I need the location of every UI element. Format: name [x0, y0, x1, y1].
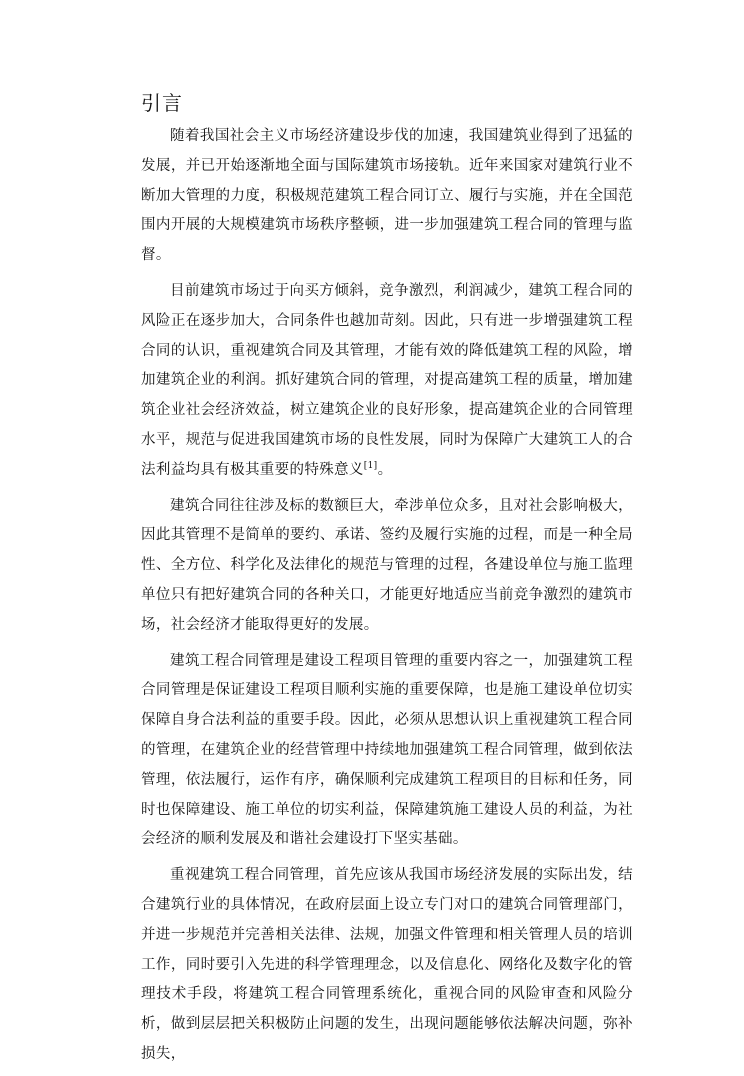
section-heading: 引言	[141, 91, 183, 115]
document-body	[141, 86, 633, 1076]
paragraph-1-text: 随着我国社会主义市场经济建设步伐的加速，我国建筑业得到了迅猛的发展，并已开始逐渐地全面与国际建筑市场接轨。近年来国家对建筑行业不断加大管理的力度，积极规范建筑工程合同订立、履行与实施，并在全国范围内开展的大规模建筑市场秩序整顿，进一步加强建筑工程合同的管理与监督。	[141, 128, 633, 264]
citation-reference[interactable]: [1]	[363, 460, 378, 471]
paragraph-2-text: 目前建筑市场过于向买方倾斜，竞争激烈，利润减少，建筑工程合同的风险正在逐步加大，合同条件也越加苛刻。因此，只有进一步增强建筑工程合同的认识，重视建筑合同及其管理，才能有效的降低建筑工程的风险，增加建筑企业的利润。抓好建筑合同的管理，对提高建筑工程的质量，增加建筑企业社会经济效益，树立建筑企业的良好形象，提高建筑企业的合同管理水平，规范与促进我国建筑市场的良性发展，同时为保障广大建筑工人的合法利益均具有极其重要的特殊意义	[141, 282, 633, 478]
paragraph-3-text: 建筑合同往往涉及标的数额巨大，牵涉单位众多，且对社会影响极大，因此其管理不是简单的要约、承诺、签约及履行实施的过程，而是一种全局性、全方位、科学化及法律化的规范与管理的过程，各建设单位与施工监理单位只有把好建筑合同的各种关口，才能更好地适应当前竞争激烈的建筑市场，社会经济才能取得更好的发展。	[141, 497, 633, 633]
paragraph-5-text: 重视建筑工程合同管理，首先应该从我国市场经济发展的实际出发，结合建筑行业的具体情况，在政府层面上设立专门对口的建筑合同管理部门，并进一步规范并完善相关法律、法规，加强文件管理和相关管理人员的培训工作，同时要引入先进的科学管理理念，以及信息化、网络化及数字化的管理技术手段，将建筑工程合同管理系统化，重视合同的风险审查和风险分析，做到层层把关积极防止问题的发生，出现问题能够依法解决问题，弥补损失，	[141, 867, 633, 1062]
paragraph-2-tail: 。	[377, 461, 393, 478]
paragraph-2	[141, 277, 633, 486]
paragraph-3	[141, 492, 633, 641]
paragraph-4	[141, 647, 633, 856]
paragraph-4-text: 建筑工程合同管理是建设工程项目管理的重要内容之一，加强建筑工程合同管理是保证建设工程项目顺利实施的重要保障，也是施工建设单位切实保障自身合法利益的重要手段。因此，必须从思想认识上重视建筑工程合同的管理，在建筑企业的经营管理中持续地加强建筑工程合同管理，做到依法管理，依法履行，运作有序，确保顺利完成建筑工程项目的目标和任务，同时也保障建设、施工单位的切实利益，保障建筑施工建设人员的利益，为社会经济的顺利发展及和谐社会建设打下坚实基础。	[141, 652, 633, 848]
paragraph-1	[141, 122, 633, 271]
paragraph-5	[141, 861, 633, 1070]
